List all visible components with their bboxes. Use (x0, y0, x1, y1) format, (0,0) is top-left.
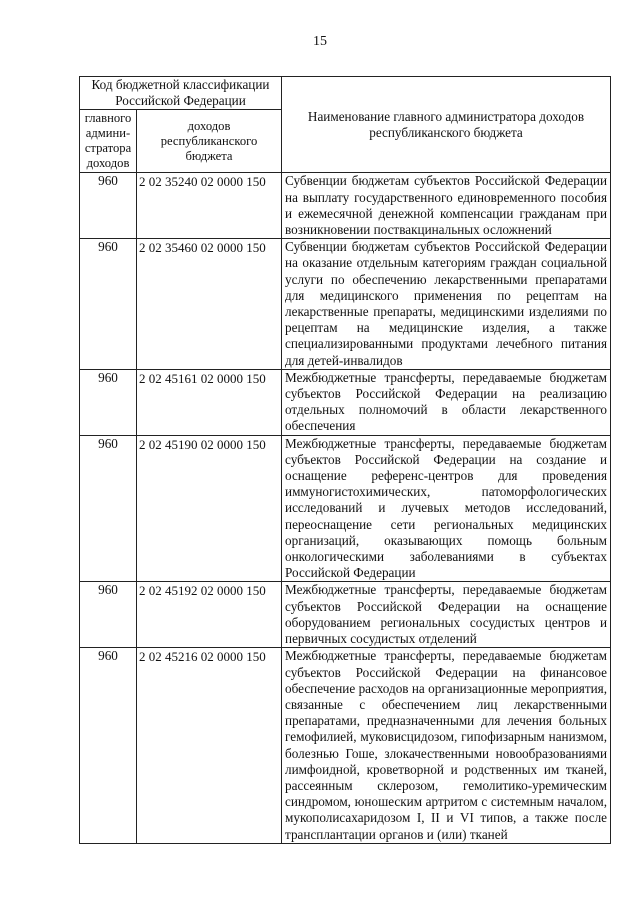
description-cell: Межбюджетные трансферты, передаваемые бюджетам субъектов Российской Федерации на реализацию отдельных полномочий в области лекарственного обеспечения (282, 369, 611, 435)
table-header-row (80, 77, 611, 110)
table-row (80, 173, 611, 239)
admin-code-cell: 960 (80, 582, 137, 648)
header-income-code: доходов республиканского бюджета (137, 110, 282, 173)
table-row (80, 582, 611, 648)
income-code-cell: 2 02 45190 02 0000 150 (137, 435, 282, 582)
description-cell: Межбюджетные трансферты, передаваемые бюджетам субъектов Российской Федерации на финансовое обеспечение расходов на организационные мероприятия, связанные с обеспечением лиц лекарственными препаратами, предназначенными для лечения больных гемофилией, муковисцидозом, гипофизарным нанизмом, болезнью Гоше, злокачественными новообразованиями лимфоидной, кроветворной и родственных им тканей, рассеянным склерозом, гемолитико-уремическим синдромом, юношеским артритом с системным началом, мукополисахаридозом I, II и VI типов, а также после трансплантации органов и (или) тканей (282, 648, 611, 843)
table-row (80, 435, 611, 582)
income-code-cell: 2 02 45161 02 0000 150 (137, 369, 282, 435)
header-group-title: Код бюджетной классификации Российской Федерации (80, 77, 282, 110)
header-admin-code: главного админи-стратора доходов (80, 110, 137, 173)
admin-code-cell: 960 (80, 173, 137, 239)
admin-code-cell: 960 (80, 239, 137, 370)
admin-code-cell: 960 (80, 435, 137, 582)
budget-classification-table (79, 76, 611, 844)
page-number: 15 (313, 34, 327, 49)
description-cell: Субвенции бюджетам субъектов Российской Федерации на выплату государственного единовременного пособия и ежемесячной денежной компенсации гражданам при возникновении поствакцинальных осложнений (282, 173, 611, 239)
table-row (80, 648, 611, 843)
income-code-cell: 2 02 35460 02 0000 150 (137, 239, 282, 370)
table-row (80, 239, 611, 370)
income-code-cell: 2 02 45192 02 0000 150 (137, 582, 282, 648)
income-code-cell: 2 02 45216 02 0000 150 (137, 648, 282, 843)
admin-code-cell: 960 (80, 369, 137, 435)
description-cell: Межбюджетные трансферты, передаваемые бюджетам субъектов Российской Федерации на создание и оснащение референс-центров для проведения иммуногистохимических, патоморфологических исследований и лучевых методов исследований, переоснащение сети региональных медицинских организаций, оказывающих помощь больным онкологическими заболеваниями в субъектах Российской Федерации (282, 435, 611, 582)
table-row (80, 369, 611, 435)
header-admin-name: Наименование главного администратора доходов республиканского бюджета (282, 77, 611, 173)
description-cell: Межбюджетные трансферты, передаваемые бюджетам субъектов Российской Федерации на оснащение оборудованием региональных сосудистых центров и первичных сосудистых отделений (282, 582, 611, 648)
description-cell: Субвенции бюджетам субъектов Российской Федерации на оказание отдельным категориям граждан социальной услуги по обеспечению лекарственными препаратами для медицинского применения по рецептам на лекарственные препараты, медицинскими изделиями по рецептам на медицинские изделия, а также специализированными продуктами лечебного питания для детей-инвалидов (282, 239, 611, 370)
admin-code-cell: 960 (80, 648, 137, 843)
income-code-cell: 2 02 35240 02 0000 150 (137, 173, 282, 239)
